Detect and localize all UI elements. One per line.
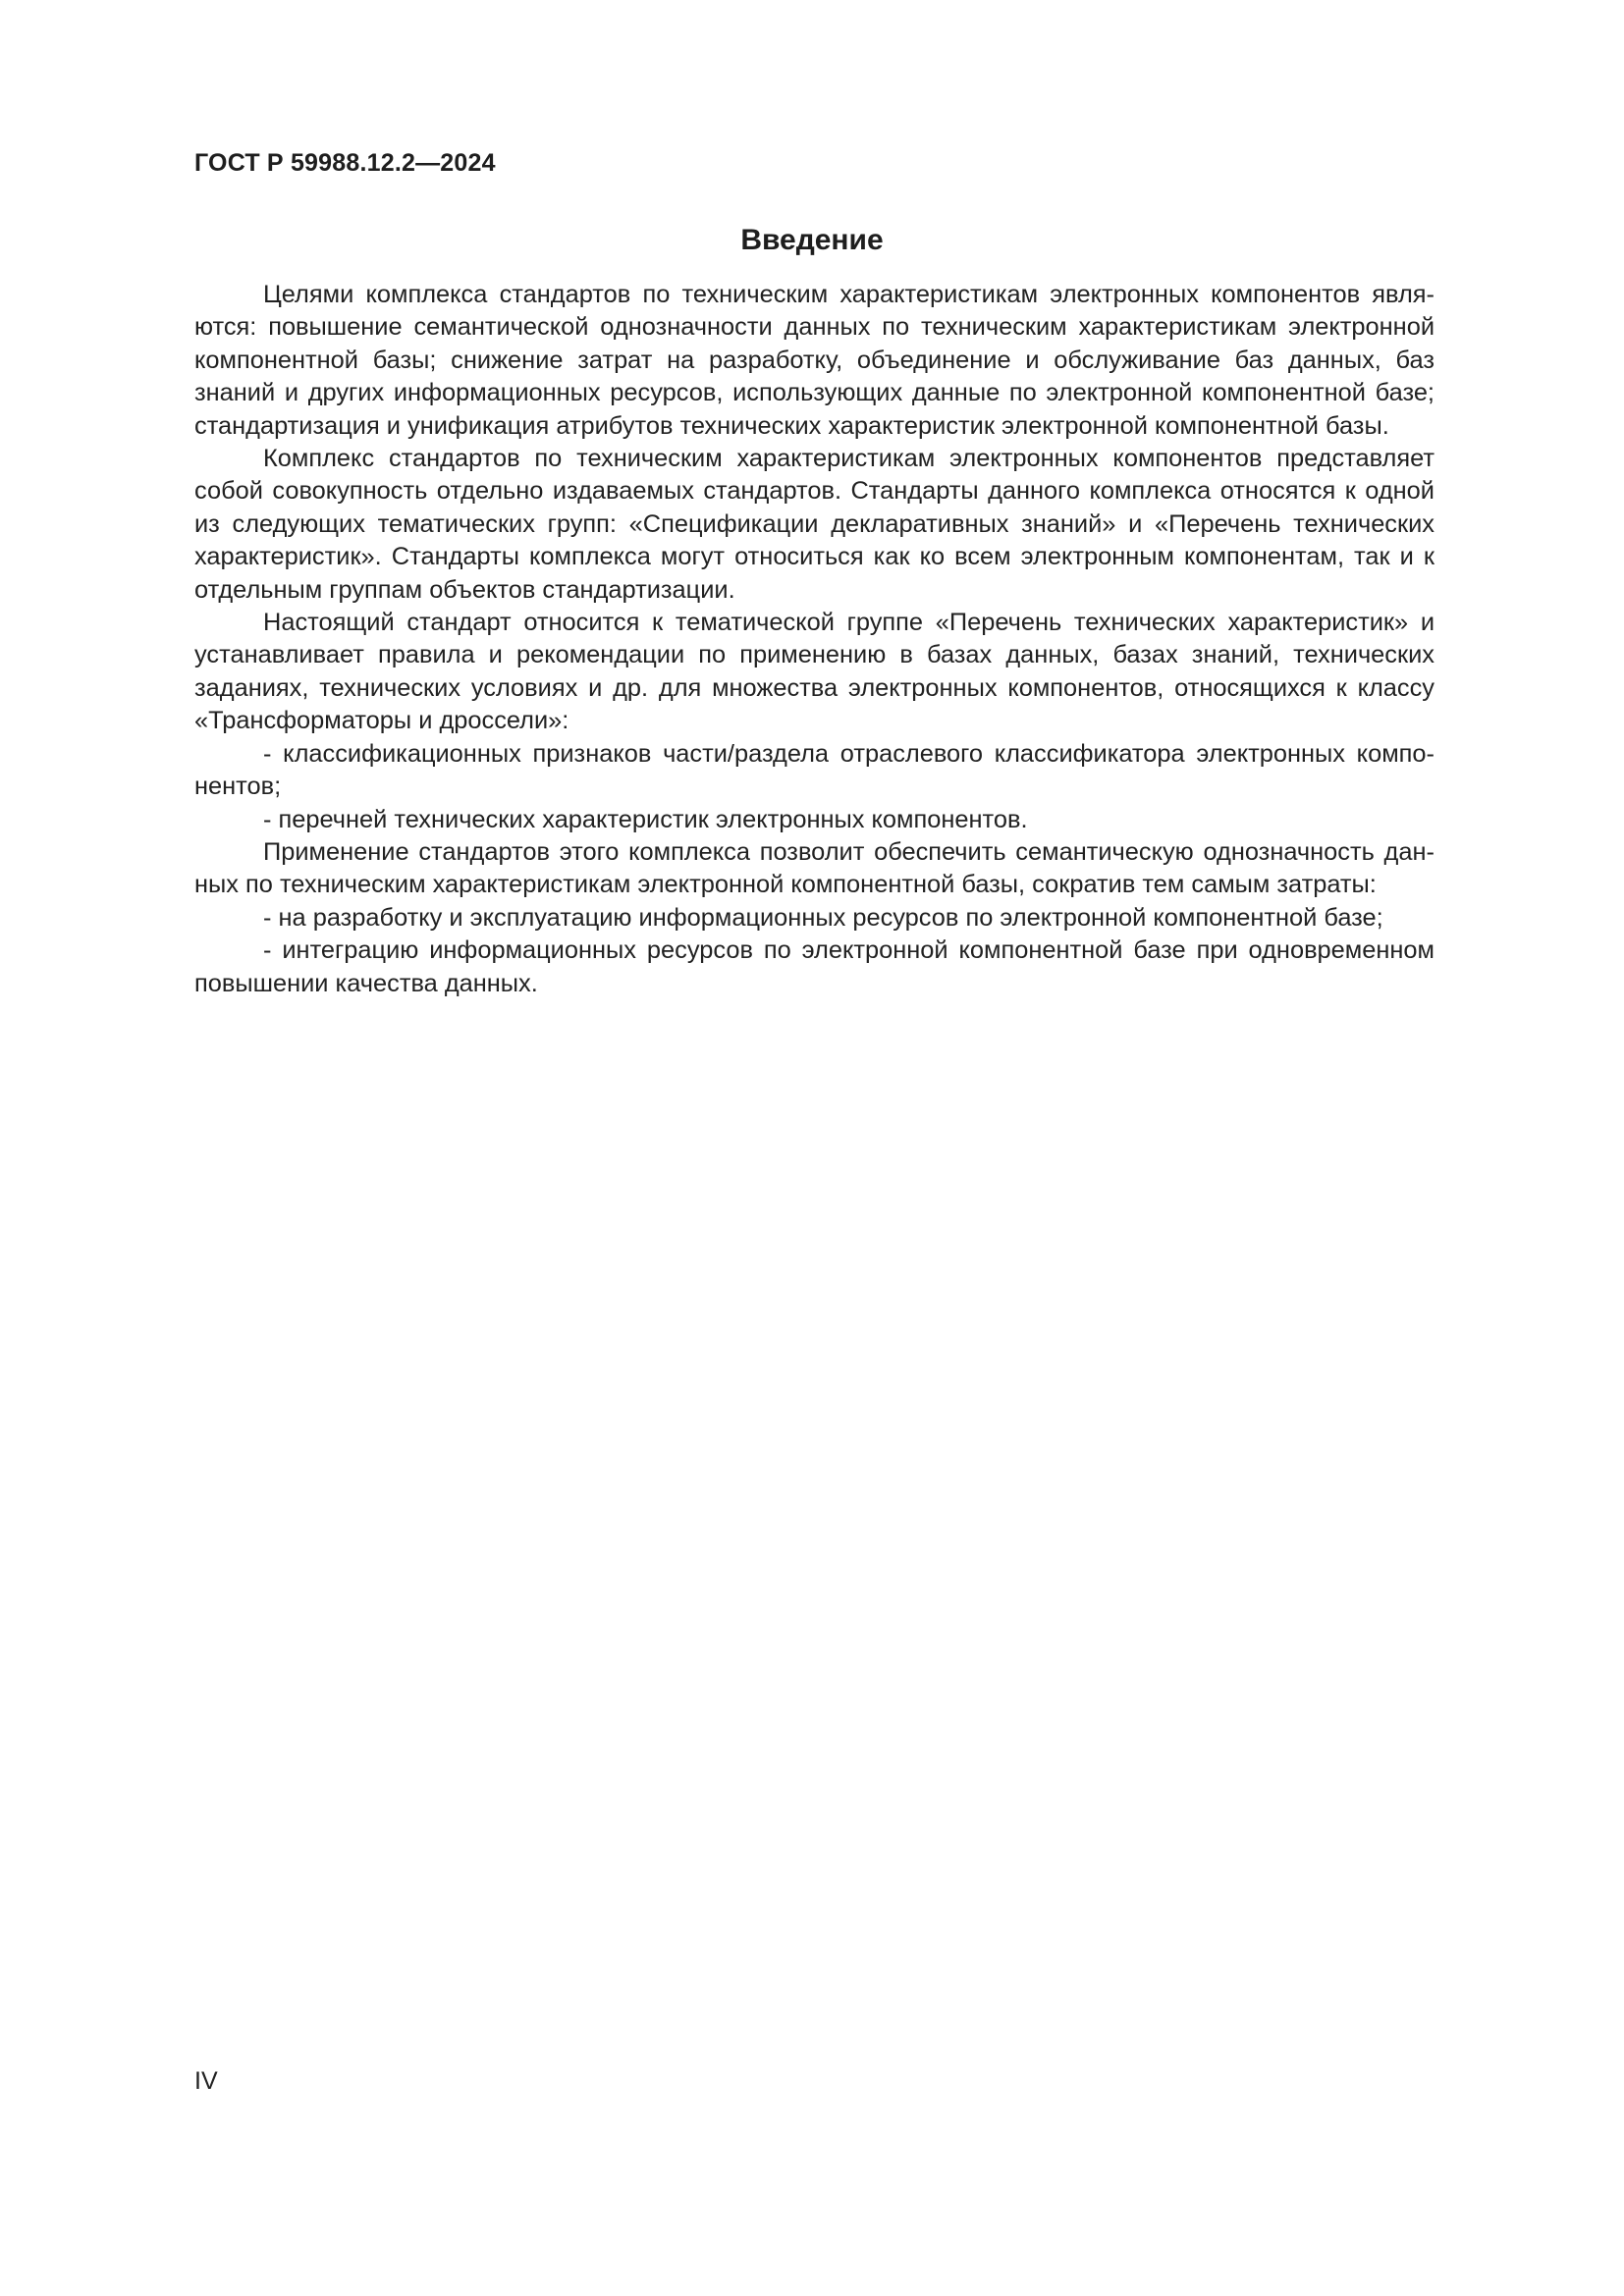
standard-code-header: ГОСТ Р 59988.12.2—2024 <box>194 149 496 177</box>
list-item-classification: - классификационных признаков части/раздела отраслевого классификатора электронных компонентов; <box>194 739 1435 801</box>
list-item-integration: - интеграцию информационных ресурсов по электронной компонентной базе при одновременном повышении качества данных. <box>194 936 1435 997</box>
list-item-development: - на разработку и эксплуатацию информационных ресурсов по электронной компонентной базе; <box>263 903 1383 932</box>
paragraph-complex-description: Комплекс стандартов по техническим характеристикам электронных компонентов представляет собой совокупность отдельно издаваемых стандартов. Стандарты данного комплекса относятся к одной из следующих тематических групп: «Спецификации декларативных знаний» и «Перечень технических характеристик». Стандарты комплекса могут относиться как ко всем электронным компонентам, так и к отдельным группам объектов стандартизации. <box>194 445 1435 604</box>
paragraph-goals: Целями комплекса стандартов по техническим характеристикам электронных компонентов являются: повышение семантической однозначности данных по техническим характеристикам электронной компонентной базы; снижение затрат на разработку, объединение и обслуживание баз данных, баз знаний и других информационных ресурсов, использующих данные по электронной компонентной базе; стандартизация и унификация атрибутов технических характеристик электронной компонентной базы. <box>194 281 1435 440</box>
section-title: Введение <box>740 224 884 256</box>
list-item-characteristics: - перечней технических характеристик электронных компонентов. <box>263 805 1028 833</box>
page-number: IV <box>194 2067 218 2095</box>
introduction-body <box>194 279 1435 1000</box>
paragraph-application: Применение стандартов этого комплекса позволит обеспечить семантическую однозначность данных по техническим характеристикам электронной компонентной базы, сократив тем самым затраты: <box>194 837 1435 899</box>
paragraph-scope: Настоящий стандарт относится к тематической группе «Перечень технических характеристик» и устанавливает правила и рекомендации по применению в базах данных, базах знаний, технических заданиях, технических условиях и др. для множества электронных компонентов, относящихся к классу «Трансформаторы и дроссели»: <box>194 609 1435 735</box>
